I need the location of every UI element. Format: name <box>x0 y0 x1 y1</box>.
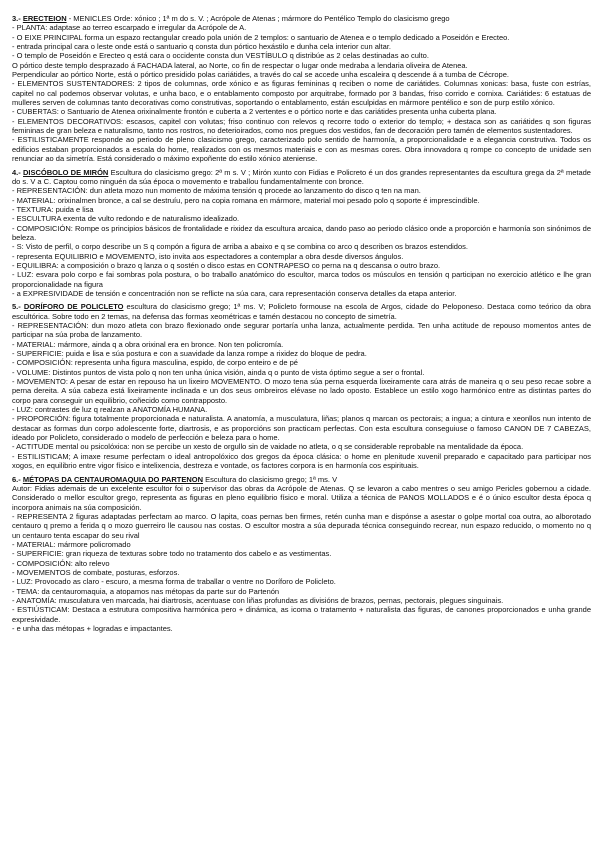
paragraph: - REPRESENTACIÓN: dun atleta mozo nun momento de máxima tensión q procede ao lanzamento do disco q ten na man. <box>12 186 421 196</box>
section-erecteion <box>12 14 591 164</box>
paragraph: - LUZ: contrastes de luz q realzan a ANATOMÍA HUMANA. <box>12 405 208 415</box>
section-header-text: Escultura do clasicismo grego: 2ª m s. V ; Mirón xunto con Fidias e Policreto é un dos grandes representantes da escultura grega da 2ª metade do s. V a C. Captou como ninguén da súa época o movemento e traballou fundamentalmente con bronce. <box>12 167 591 186</box>
paragraph: - SUPERFICIE: puida e lisa e súa postura e con a suavidade da lanza rompe a rixidez do bloque de pedra. <box>12 349 367 359</box>
section-heading <box>12 302 591 321</box>
paragraph: - EQUILIBRA: a composición o brazo q lanza o q sostén o disco estas en CONTRAPESO co perna na q descansa o outro brazo. <box>12 260 441 270</box>
paragraph: - ACTITUDE mental ou psicolóxica: non se percibe un xesto de orgullo sin de vaidade no atleta, o q se considerable reprobable na mentalidade da época. <box>12 442 524 452</box>
section-heading <box>12 14 591 23</box>
paragraph: Autor: Fidias ademais de un excelente escultor foi o supervisor das obras da Acrópole de Atenas. Q se levaron a cabo mentres o seu amigo Pericles gobernou a cidade. Considerado o mellor escultor grego, representa as figuras en pleno equilibrio físico e moral. Utiliza a técnica de PANOS MOLLADOS e é o único escultor desta época q incorpora animais na súa composición. <box>12 483 591 512</box>
paragraph: - COMPOSICIÓN: representa unha figura masculina, espido, de corpo enteiro e de pé <box>12 358 298 368</box>
paragraph: - LUZ: esvara polo corpo e fai sombras pola postura, o bo traballo anatómico do escultor, marca todos os músculos en tensión q participan no exercicio atlético e lhe gran proporcionalidade na figura <box>12 270 591 289</box>
section-number: 6.- <box>12 474 21 484</box>
paragraph: - VOLUME: Distintos puntos de vista polo q non ten unha única visión, ainda q o punto de vista óptimo segue a ser o frontal. <box>12 367 425 377</box>
paragraph: - LUZ: Provocado as claro - escuro, a mesma forma de traballar o ventre no Doríforo de Policleto. <box>12 577 336 587</box>
paragraph: - MOVEMENTOS de combate, posturas, esforzos. <box>12 567 180 577</box>
paragraph: - ELEMENTOS DECORATIVOS: escasos, capitel con volutas; friso continuo con relevos q recorre todo o exterior do templo; + destaca son as cariátides q son figuras femininas de gran beleza e naturalismo, tanto nos rostros, no deterioirados, como nos pregues dos vestidos, fan de decoración pero tamén de elementos sustentadores. <box>12 116 591 136</box>
section-doriforo <box>12 302 591 470</box>
paragraph: - ESTIÚSTICAM: Destaca a estrutura compositiva harmónica pero + dinámica, as icoma o tratamento + naturalista das figuras, de canones proporcionados e unha grande expresividade. <box>12 605 591 624</box>
section-heading <box>12 168 591 187</box>
paragraph: - REPRESENTACIÓN: dun mozo atleta con brazo flexionado onde segurar portaría unha lanza, actualmente perdida. Ten unha actitude de repouso momentos antes de participar na súa proba de lanzamento. <box>12 321 591 340</box>
section-title: ERECTEION <box>22 14 67 23</box>
paragraph: - MATERIAL: mármore policromado <box>12 539 131 549</box>
paragraph: - ELEMENTOS SUSTENTADORES: 2 tipos de columnas, orde xónico e as figuras femininas q reciben o nome de cariátides. Columnas xonicas: basa, fuste con estrías, capitel no cal podemos observar volutas, e unha baco, e o entablamento composto por arquitrabe, formado por 3 bandas, friso corrido e cornixa. Cariátides: 6 estatuas de mulleres serven de columnas tanto decorativas como construtivas, soportando o entablamento, están esculpidas en mármore pentélico e son de purp estilo xónico. <box>12 79 591 108</box>
paragraph: - ANATOMÍA: musculatura ven marcada, hai diartrosis, acentuase con liñas profundas as divisións de brazos, pernas, pectorais, plegues singuinais. <box>12 595 504 605</box>
paragraph: - ESTILISTICAM; A imaxe resume perfectam o ideal antropolóxico dos gregos da época clásica: o home en plenitude xuvenil preparado e capacitado para participar nos xogos, en equilibrio entre vigor físico e intelixencia, destreza e vontade, os factores corpora is en harmonía cos espirituais. <box>12 451 591 471</box>
paragraph: - O EIXE PRINCIPAL forma un espazo rectangular creado pola unión de 2 templos: o santuario de Atenea e o templo dedicado a Poseidón e Erecteo. <box>12 32 510 42</box>
paragraph: - TEXTURA: puida e lisa <box>12 204 94 214</box>
section-title: MÉTOPAS DA CENTAUROMAQUIA DO PARTENON <box>22 474 203 484</box>
paragraph: - COMPOSICIÓN: alto relevo <box>12 558 110 568</box>
paragraph: - e unha das métopas + logradas e impactantes. <box>12 624 173 633</box>
paragraph: - MATERIAL: mármore, ainda q a obra orixinal era en bronce. Non ten policromía. <box>12 339 284 349</box>
paragraph: - S: Visto de perfil, o corpo describe un S q compón a figura de arriba a abaixo e q se combina co arco q describen os brazos estendidos. <box>12 242 468 252</box>
paragraph: - entrada principal cara o leste onde está o santuario q consta dun pórtico hexástilo e dunha cela interior cun altar. <box>12 42 391 52</box>
section-discobolo <box>12 168 591 299</box>
section-number: 5.- <box>12 302 21 312</box>
paragraph: - PROPORCIÓN: figura totalmente proporcionada e naturalista. A anatomía, a musculatura, liñas; planos q marcan os pectorais; a ingua; a cintura e xeonllos nun intento de destacar as formas dun corpo adolescente forte, diartrosis, e as proporcións son practicam perfectas. Con esta escultura conseguiuse o famoso CANON DE 7 CABEZAS, ideado por Policleto, considerado o modelo de perfección e beleza para o home. <box>12 414 591 443</box>
section-title: DORÍFORO DE POLICLETO <box>23 302 124 312</box>
paragraph: - a EXPRESIVIDADE de tensión e concentración non se reflicte na súa cara, cara representación conserva detalles da etapa anterior. <box>12 288 457 298</box>
paragraph: Perpendicular ao pórtico Norte, está o pórtico presidido polas cariátides, a través do cal se accede unha escaleira q descende á a tumba de Cécrope. <box>12 70 509 80</box>
paragraph: - MOVEMENTO: A pesar de estar en repouso ha un lixeiro MOVEMENTO. O mozo tena súa perna esquerda lixeiramente cara atrás de maneira q o seu peso recae sobre a perna dereita. A súa cabeza está lixeiramente inclinada e un dos seus ombreiros elévase no lado oposto. Establece un estilo xogo harmónico entre as distintas partes do corpo para conseguir un equilibrio, coñecido como contrapposto. <box>12 377 591 405</box>
section-header-text: Escultura do clasicismo grego; 1ª ms. V <box>203 474 338 484</box>
section-number: 3.- <box>12 14 21 23</box>
paragraph: - REPRESENTA 2 figuras adaptadas perfectam ao marco. O lapita, coas pernas ben firmes, retén cunha man e dispónse a asestar o golpe mortal coa outra, ao alborotado centauro q premo a ferida q o mozo guerreiro lle causou nas costas. O escultor mostra a súa depurada técnica conseguindo recrear, nun espazo reducido, o momento no q un centauro tenta escapar do seu rival <box>12 511 591 540</box>
paragraph: - ESCULTURA exenta de vulto redondo e de naturalismo idealizado. <box>12 214 240 224</box>
paragraph: - ESTILISTICAMENTE responde ao periodo de pleno clasicismo grego, caracterizado polo sentido de harmonía, a proporcionalidade e a elegancia construtiva. Todos os edificios estaban proporcionados a escala do home, realizados con os mesmos materiais e con as mesmas cores. Obra innovadora q rompe co concepto de unidade sen renunciar ao da simetría. Está considerado o máximo expoñente do estilo xónico ateniense. <box>12 135 591 164</box>
paragraph: - CUBERTAS: o Santuario de Atenea orixinalmente frontón e cuberta a 2 vertentes e o pórtico norte e das cariátides presenta unha cuberta plana. <box>12 107 497 117</box>
section-title: DISCÓBOLO DE MIRÓN <box>23 167 109 177</box>
paragraph: - PLANTA: adaptase ao terreo escarpado e irregular da Acrópole de A. <box>12 23 247 33</box>
section-header-text: escultura do clasicismo grego; 1ª ms. V; Policleto formouse na escola de Argos, cidade do Peloponeso. Destaca como teórico da obra escultórica. Sobre todo en 2 temas, na defensa das formas xeométricas e tamén destacou no concepto de simetría. <box>12 302 591 321</box>
section-metopas <box>12 475 591 634</box>
section-number: 4.- <box>12 167 21 177</box>
paragraph: - TEMA: da centauromaquia, a atopamos nas métopas da parte sur do Partenón <box>12 586 280 596</box>
section-heading <box>12 475 591 484</box>
paragraph: - COMPOSICIÓN: Rompe os principios básicos de frontalidade e rixidez da escultura arcaica, dando paso ao periodo clásico onde a proporción e harmonía son sinónimos de beleza. <box>12 223 591 242</box>
paragraph: - MATERIAL: orixinalmen bronce, a cal se destruíu, pero na copia romana en mármore, material moi pesado polo q soporte é imprescindible. <box>12 195 480 205</box>
paragraph: - O templo de Poseidón e Erecteo q está cara o occidente consta dun VESTÍBULO q distribúe as 2 celas destinadas ao culto. <box>12 51 429 61</box>
paragraph: O pórtico deste templo desprazado á FACHADA lateral, ao Norte, co fin de respectar o lugar onde medraba a lendaria oliveira de Atenea. <box>12 60 468 70</box>
paragraph: - SUPERFICIE: gran riqueza de texturas sobre todo no tratamento dos cabelo e as vestimentas. <box>12 549 332 559</box>
paragraph: - representa EQUILIBRIO e MOVEMENTO, isto invita aos espectadores a contemplar a obra desde diversos ángulos. <box>12 251 404 261</box>
section-header-text: - MENICLES Orde: xónico ; 1ª m do s. V. ; Acrópole de Atenas ; mármore do Pentélico Templo do clasicismo grego <box>66 14 450 23</box>
